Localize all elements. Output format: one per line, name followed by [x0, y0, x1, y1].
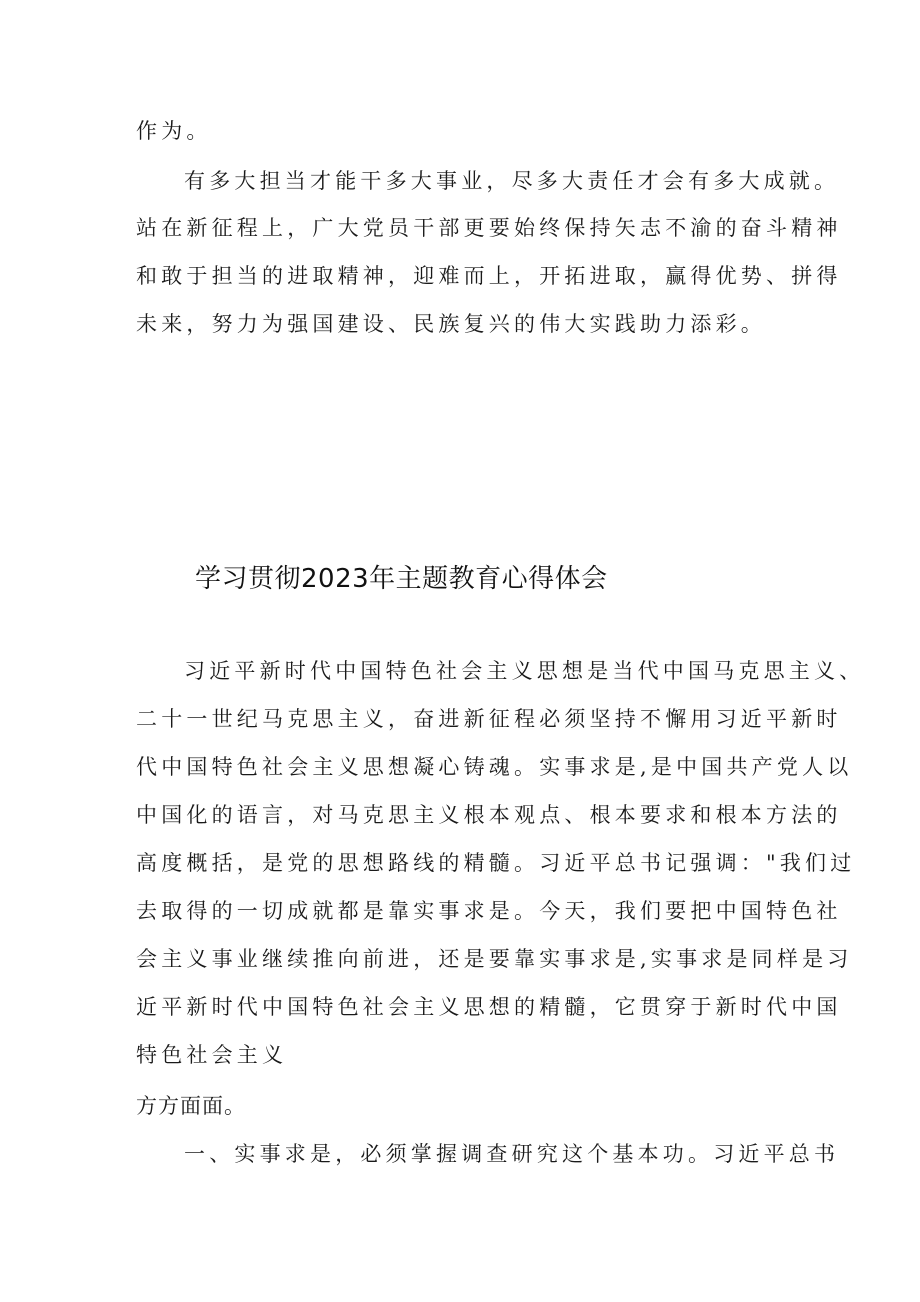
main-line-8: 近平新时代中国特色社会主义思想的精髓，它贯穿于新时代中国: [136, 995, 842, 1019]
main-line-7: 会主义事业继续推向前进，还是要靠实事求是,实事求是同样是习: [136, 947, 853, 971]
main-line-3: 代中国特色社会主义思想凝心铸魂。实事求是,是中国共产党人以: [136, 755, 853, 779]
main-line-1: 习近平新时代中国特色社会主义思想是当代中国马克思主义、: [184, 659, 865, 683]
main-line-6: 去取得的一切成就都是靠实事求是。今天，我们要把中国特色社: [136, 899, 842, 923]
main-line-9: 特色社会主义: [136, 1043, 288, 1067]
main-line-11: 一、实事求是，必须掌握调查研究这个基本功。习近平总书: [184, 1142, 840, 1166]
main-line-2: 二十一世纪马克思主义，奋进新征程必须坚持不懈用习近平新时: [136, 707, 842, 731]
intro-line-2: 有多大担当才能干多大事业，尽多大责任才会有多大成就。: [184, 169, 840, 193]
intro-line-3: 站在新征程上，广大党员干部更要始终保持矢志不渝的奋斗精神: [136, 216, 842, 240]
main-line-4: 中国化的语言，对马克思主义根本观点、根本要求和根本方法的: [136, 803, 842, 827]
intro-line-1: 作为。: [136, 119, 212, 143]
article-title: 学习贯彻2023年主题教育心得体会: [195, 564, 608, 594]
main-line-10: 方方面面。: [136, 1094, 246, 1118]
intro-line-5: 未来，努力为强国建设、民族复兴的伟大实践助力添彩。: [136, 312, 766, 336]
main-line-5: 高度概括，是党的思想路线的精髓。习近平总书记强调："我们过: [136, 851, 856, 875]
intro-line-4: 和敢于担当的进取精神，迎难而上，开拓进取，赢得优势、拼得: [136, 264, 842, 288]
